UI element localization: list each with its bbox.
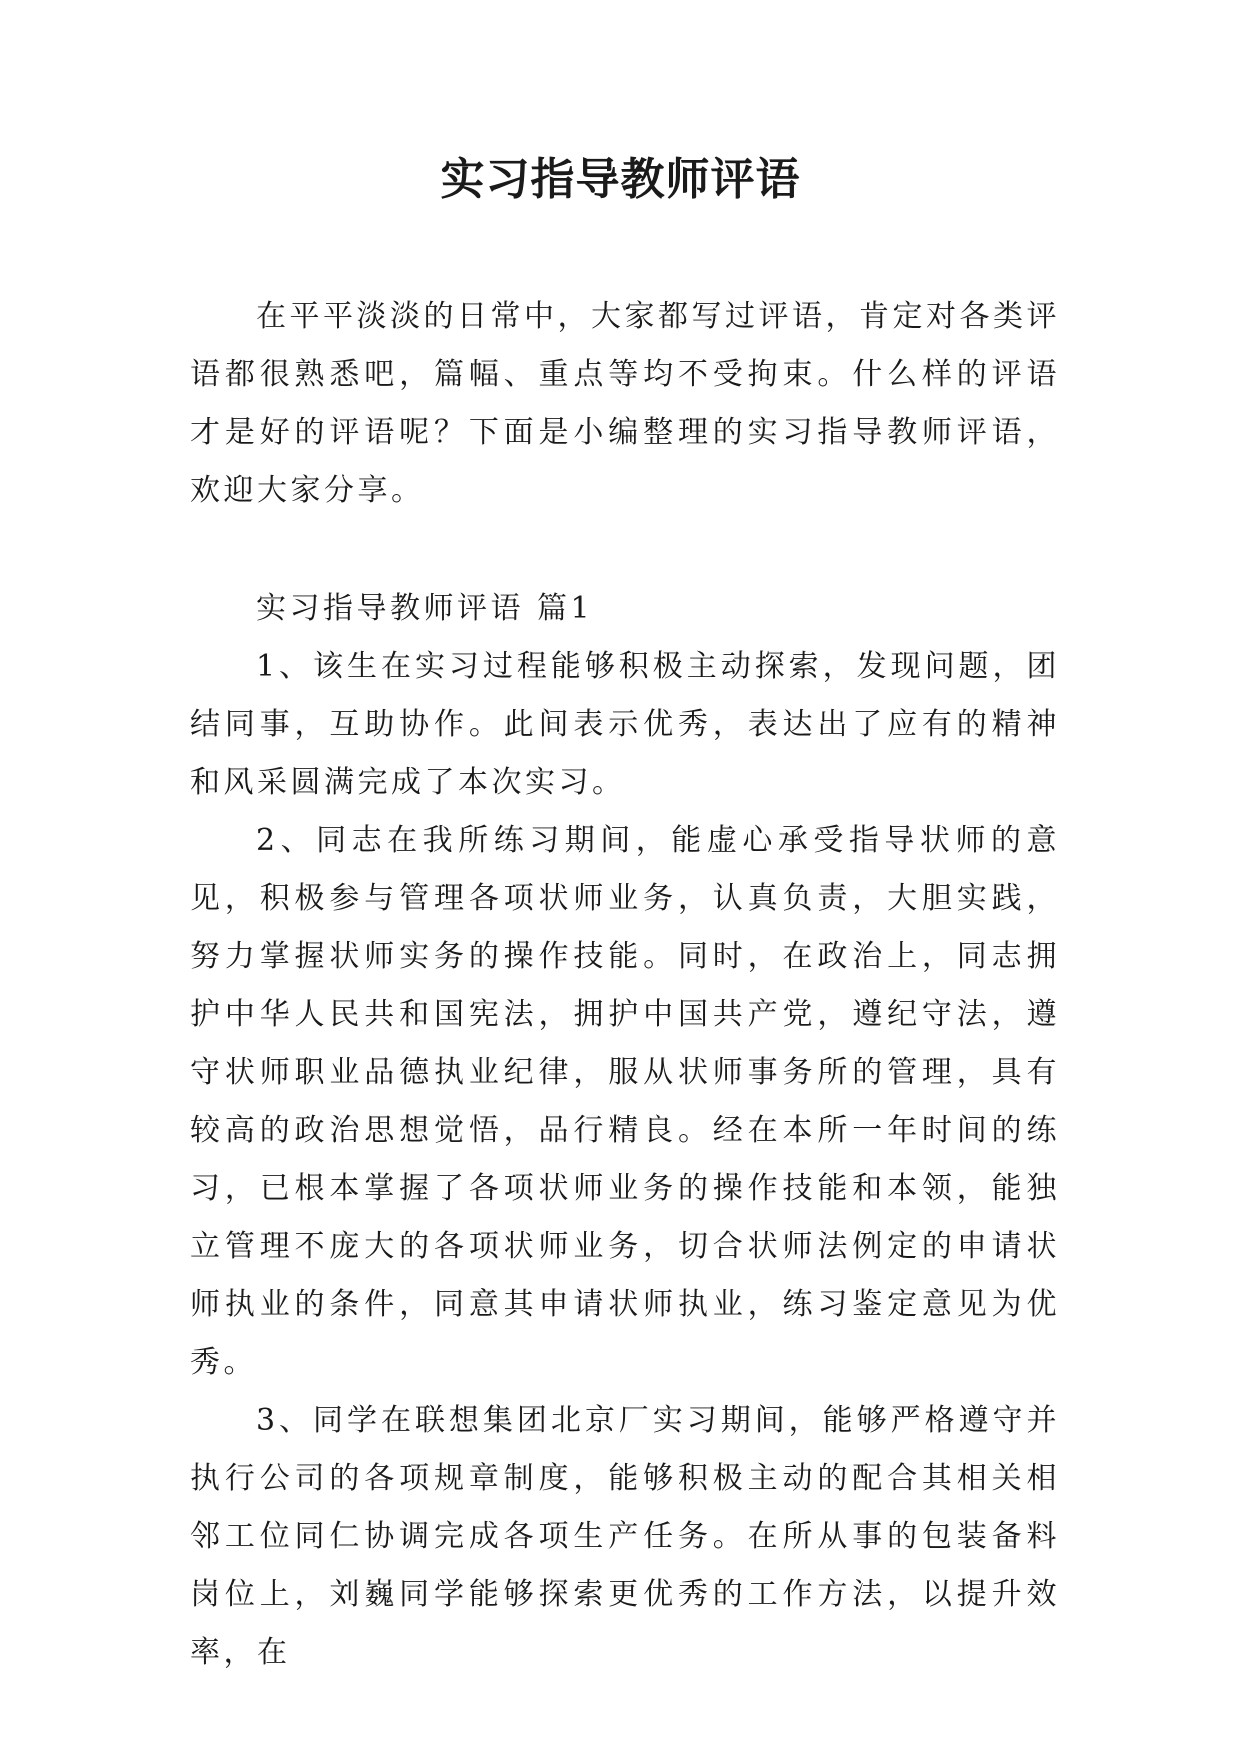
section-heading: 实习指导教师评语 篇1 — [256, 591, 594, 626]
comment-item-3: 3、同学在联想集团北京厂实习期间，能够严格遵守并执行公司的各项规章制度，能够积极主动的配合其相关相邻工位同仁协调完成各项生产任务。在所从事的包装备料岗位上，刘巍同学能够探索更优秀的工作方法，以提升效率，在 — [190, 1403, 1060, 1670]
paragraph-gap — [190, 520, 1060, 580]
comment-item-2: 2、同志在我所练习期间，能虚心承受指导状师的意见，积极参与管理各项状师业务，认真负责，大胆实践，努力掌握状师实务的操作技能。同时，在政治上，同志拥护中华人民共和国宪法，拥护中国共产党，遵纪守法，遵守状师职业品德执业纪律，服从状师事务所的管理，具有较高的政治思想觉悟，品行精良。经在本所一年时间的练习，已根本掌握了各项状师业务的操作技能和本领，能独立管理不庞大的各项状师业务，切合状师法例定的申请状师执业的条件，同意其申请状师执业，练习鉴定意见为优秀。 — [190, 823, 1060, 1380]
document-title: 实习指导教师评语 — [440, 154, 801, 205]
intro-paragraph: 在平平淡淡的日常中，大家都写过评语，肯定对各类评语都很熟悉吧，篇幅、重点等均不受拘束。什么样的评语才是好的评语呢？下面是小编整理的实习指导教师评语，欢迎大家分享。 — [190, 299, 1060, 508]
document-body — [190, 288, 1060, 1682]
comment-item-1: 1、该生在实习过程能够积极主动探索，发现问题，团结同事，互助协作。此间表示优秀，表达出了应有的精神和风采圆满完成了本次实习。 — [190, 649, 1060, 800]
